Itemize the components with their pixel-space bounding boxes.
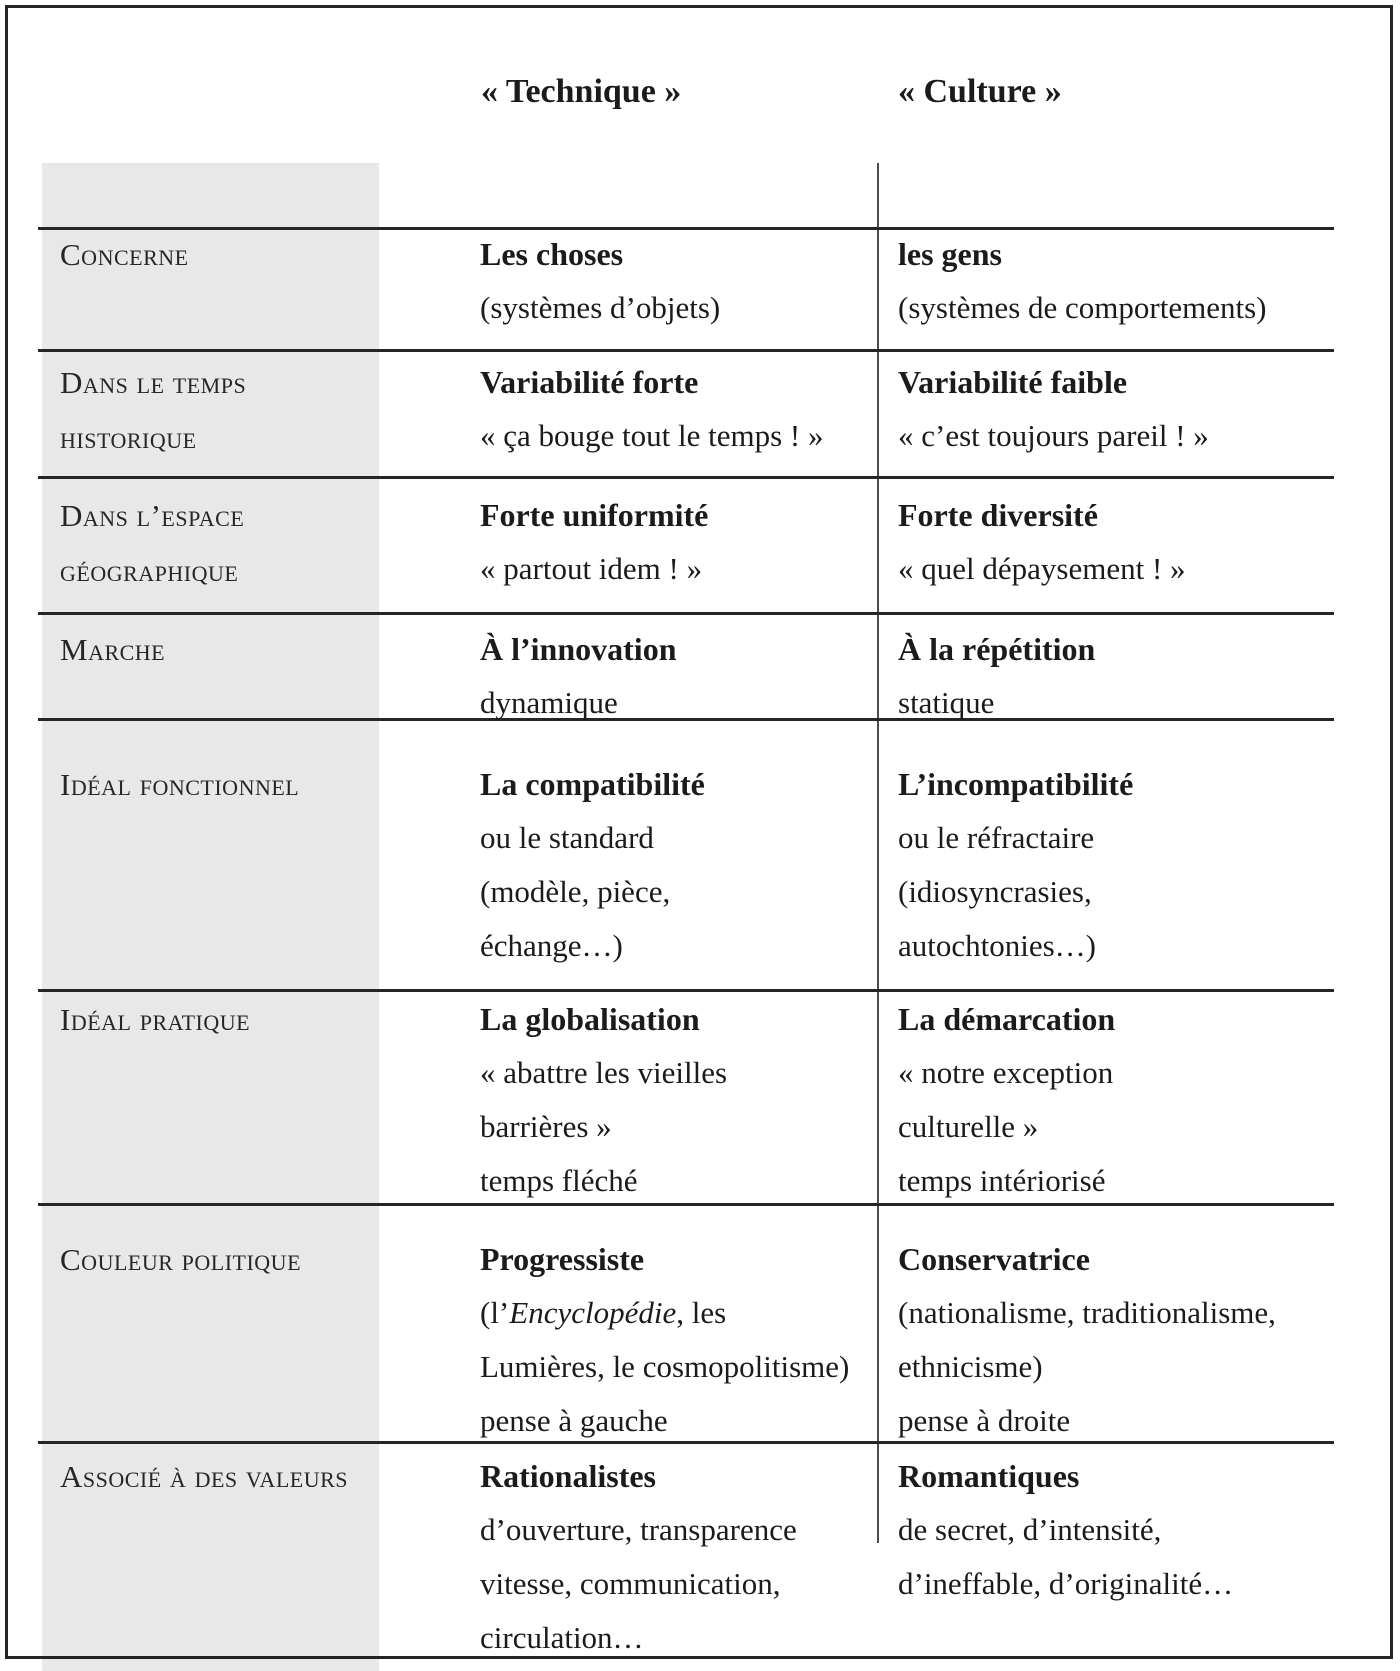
cell-culture <box>898 1232 1343 1448</box>
cell-line: « abattre les vieilles <box>480 1055 728 1090</box>
cell-line: pense à droite <box>898 1403 1071 1438</box>
cell-line: (nationalisme, traditionalisme, <box>898 1295 1276 1330</box>
cell-line: (modèle, pièce, <box>480 874 671 909</box>
row-label: Dans le temps historique <box>60 365 247 455</box>
row-rule <box>38 476 1334 479</box>
column-header-culture: « Culture » <box>898 73 1062 110</box>
row-label: Idéal pratique <box>60 1002 251 1037</box>
cell-technique <box>480 1232 880 1448</box>
cell-line: vitesse, communication, <box>480 1566 781 1601</box>
cell-line: « quel dépaysement ! » <box>898 551 1186 586</box>
cell-title: Forte diversité <box>898 497 1098 533</box>
cell-culture <box>898 355 1343 463</box>
cell-title: les gens <box>898 236 1002 272</box>
cell-line: d’ineffable, d’originalité… <box>898 1566 1234 1601</box>
cell-culture <box>898 757 1343 973</box>
cell-technique <box>480 992 880 1208</box>
cell-title: L’incompatibilité <box>898 766 1134 802</box>
cell-line: statique <box>898 685 995 720</box>
cell-line: ou le standard <box>480 820 654 855</box>
cell-line: « partout idem ! » <box>480 551 703 586</box>
cell-culture <box>898 992 1343 1208</box>
cell-line: « ça bouge tout le temps ! » <box>480 418 824 453</box>
cell-line: temps intériorisé <box>898 1163 1106 1198</box>
cell-title: Variabilité forte <box>480 364 699 400</box>
cell-culture <box>898 622 1343 730</box>
cell-line: (systèmes d’objets) <box>480 290 721 325</box>
row-label: Concerne <box>60 237 189 272</box>
cell-title: Rationalistes <box>480 1458 656 1494</box>
cell-technique <box>480 355 880 463</box>
cell-title: Variabilité faible <box>898 364 1128 400</box>
cell-line: (systèmes de comportements) <box>898 290 1267 325</box>
cell-title: Forte uniformité <box>480 497 709 533</box>
cell-line: d’ouverture, transparence <box>480 1512 797 1547</box>
cell-title: Romantiques <box>898 1458 1080 1494</box>
cell-line: ethnicisme) <box>898 1349 1043 1384</box>
row-rule <box>38 349 1334 352</box>
row-label: Marche <box>60 632 166 667</box>
cell-line: (l’Encyclopédie, les <box>480 1295 727 1330</box>
cell-line: temps fléché <box>480 1163 638 1198</box>
row-label: Idéal fonctionnel <box>60 767 300 802</box>
cell-technique <box>480 488 880 596</box>
cell-title: À l’innovation <box>480 631 677 667</box>
cell-culture <box>898 1449 1343 1611</box>
cell-title: Les choses <box>480 236 624 272</box>
cell-line: pense à gauche <box>480 1403 668 1438</box>
cell-title: Progressiste <box>480 1241 645 1277</box>
cell-technique <box>480 1449 880 1665</box>
cell-title: La globalisation <box>480 1001 700 1037</box>
cell-line: dynamique <box>480 685 618 720</box>
cell-technique <box>480 757 880 973</box>
cell-title: À la répétition <box>898 631 1096 667</box>
cell-line: culturelle » <box>898 1109 1039 1144</box>
row-label: Associé à des valeurs <box>60 1459 348 1494</box>
cell-technique <box>480 227 880 335</box>
cell-line: ou le réfractaire <box>898 820 1095 855</box>
cell-title: La compatibilité <box>480 766 705 802</box>
column-header-technique: « Technique » <box>481 73 682 110</box>
row-rule <box>38 612 1334 615</box>
cell-line: (idiosyncrasies, <box>898 874 1092 909</box>
cell-line: barrières » <box>480 1109 612 1144</box>
cell-line: autochtonies…) <box>898 928 1097 963</box>
cell-line: circulation… <box>480 1620 644 1655</box>
cell-culture <box>898 227 1343 335</box>
row-label: Couleur politique <box>60 1242 302 1277</box>
cell-line: de secret, d’intensité, <box>898 1512 1162 1547</box>
row-label: Dans l’espace géographique <box>60 498 245 588</box>
cell-line: échange…) <box>480 928 623 963</box>
cell-line: « c’est toujours pareil ! » <box>898 418 1209 453</box>
cell-title: Conservatrice <box>898 1241 1090 1277</box>
cell-line: Lumières, le cosmopolitisme) <box>480 1349 850 1384</box>
cell-line: « notre exception <box>898 1055 1114 1090</box>
cell-culture <box>898 488 1343 596</box>
cell-technique <box>480 622 880 730</box>
cell-title: La démarcation <box>898 1001 1116 1037</box>
